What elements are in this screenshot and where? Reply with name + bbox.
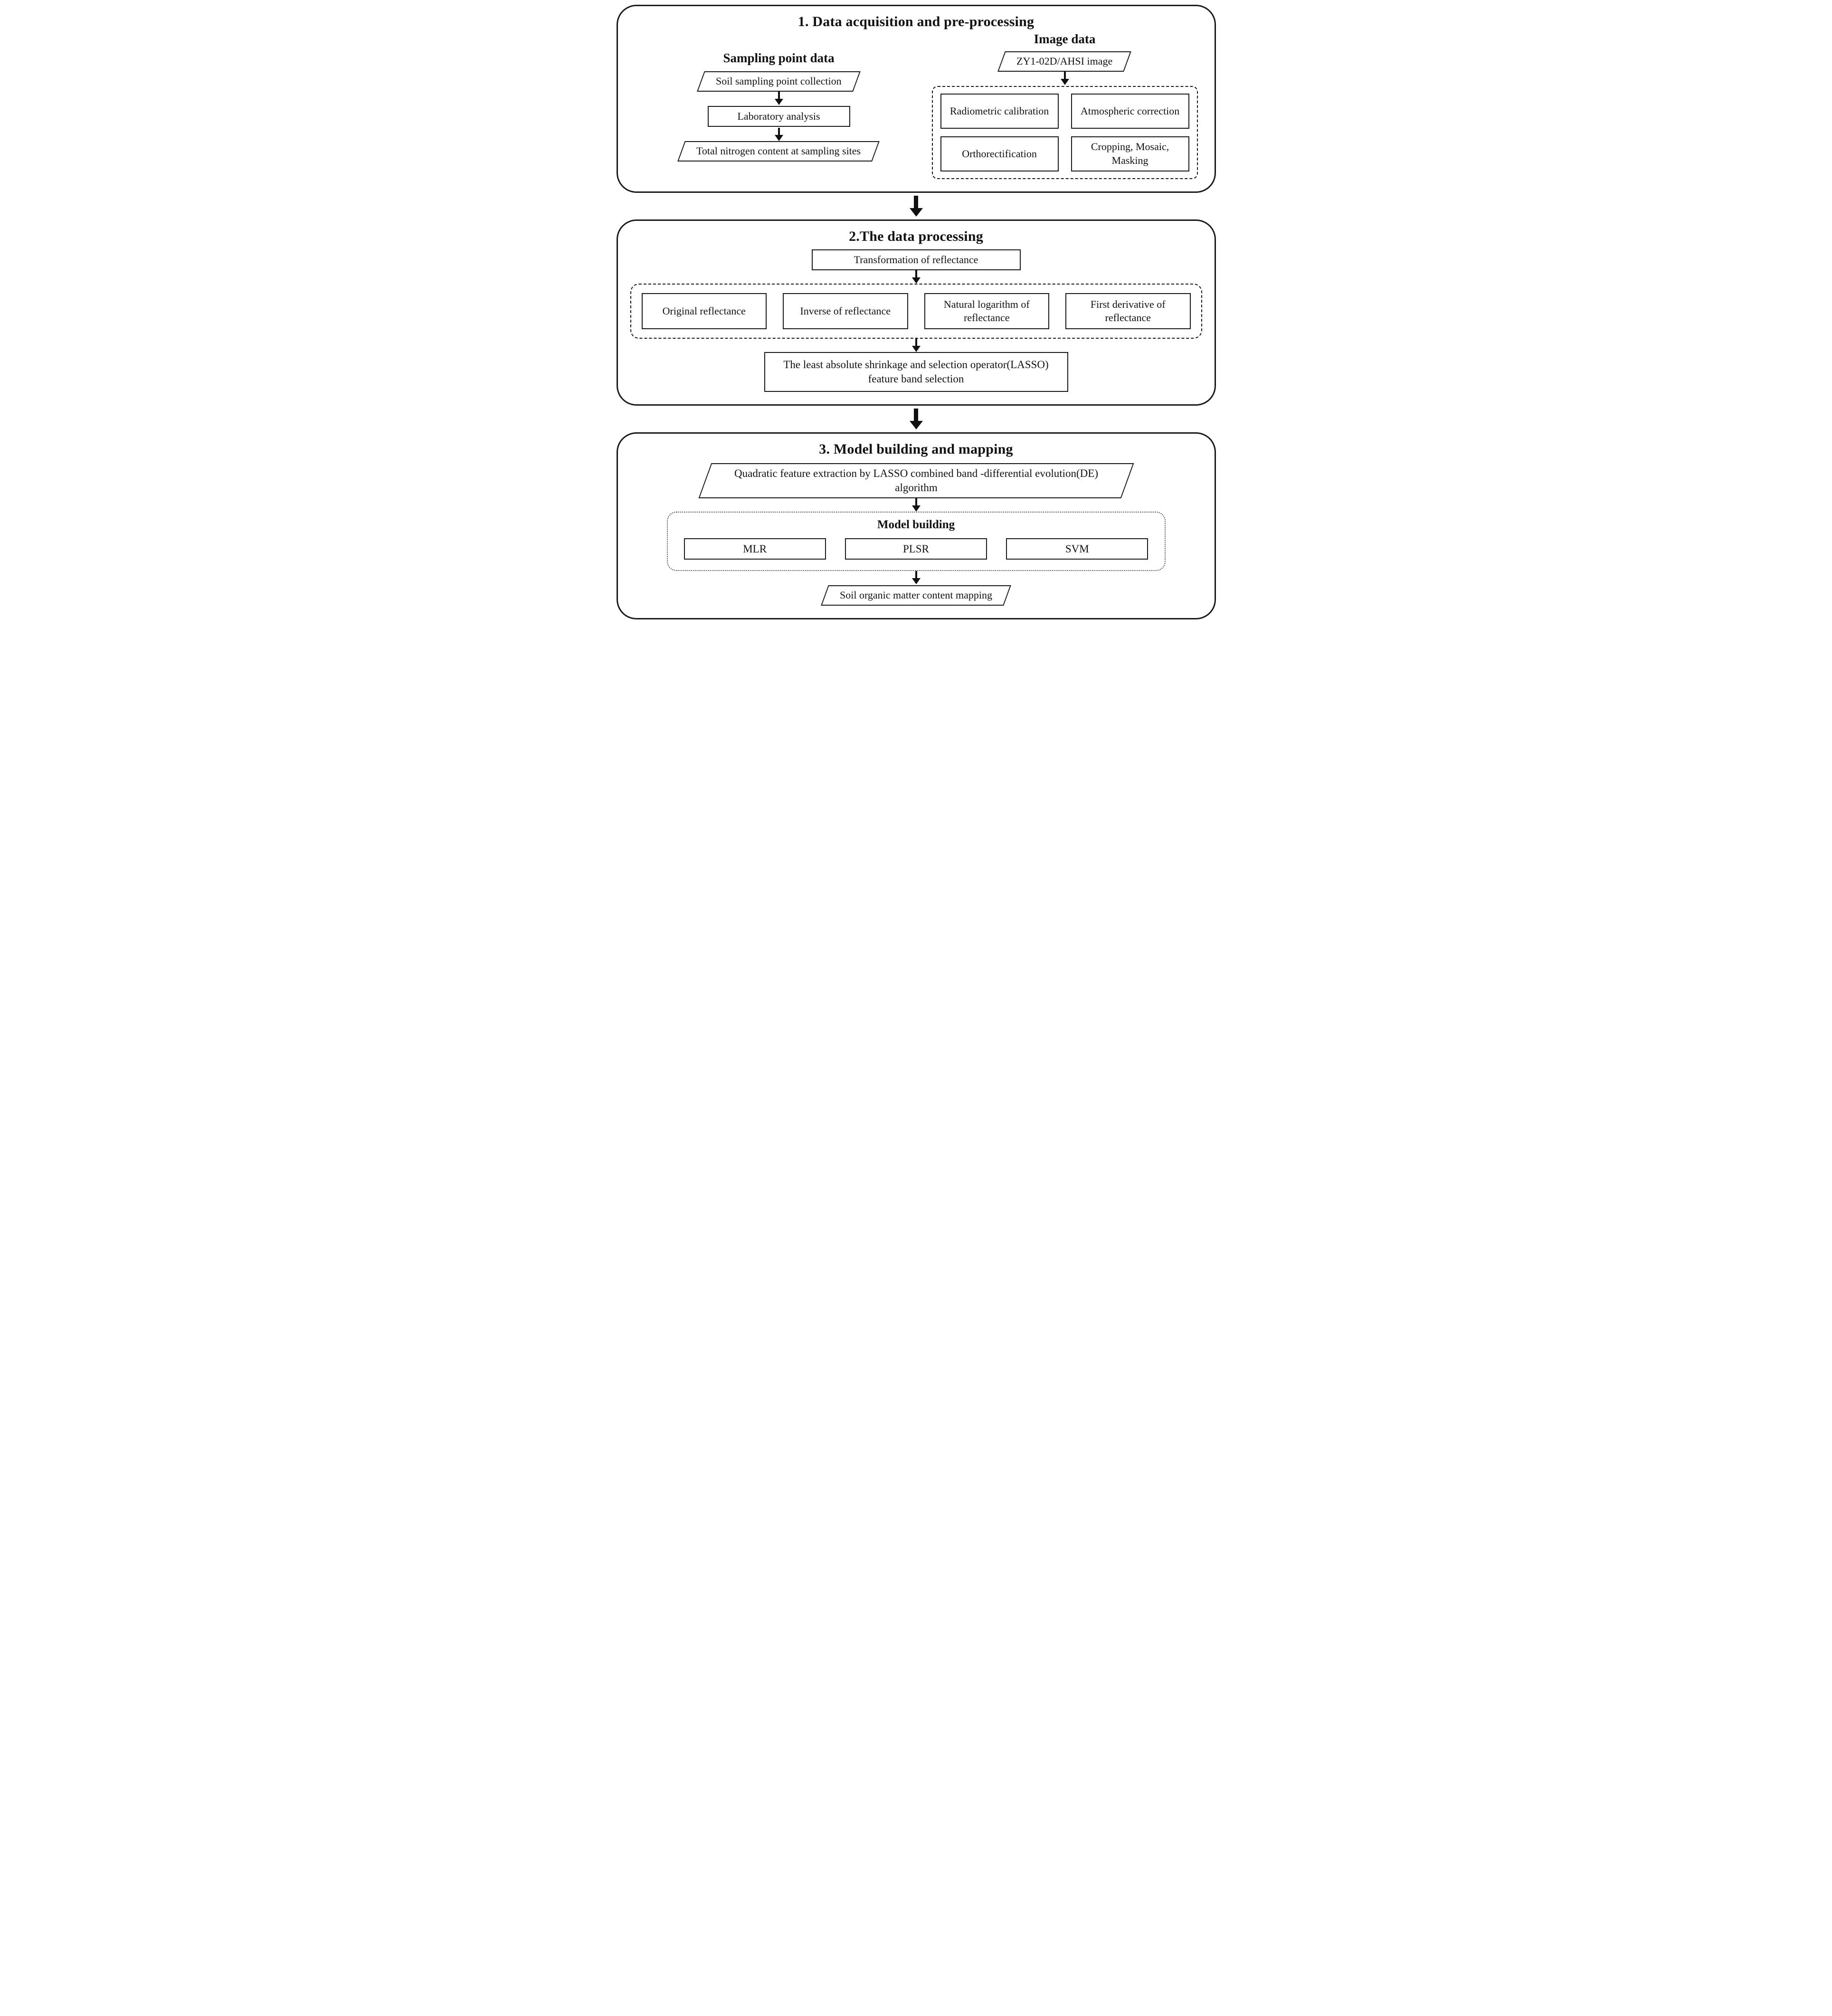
section-model-building-mapping bbox=[617, 432, 1216, 619]
arrow-down-icon bbox=[775, 92, 783, 105]
node-orthorectification bbox=[940, 136, 1059, 171]
node-natural-log-reflectance-label: Natural logarithm of reflectance bbox=[943, 298, 1030, 323]
section3-body bbox=[630, 459, 1202, 606]
section-data-processing bbox=[617, 219, 1216, 406]
image-data-column bbox=[928, 32, 1202, 179]
node-svm-label: SVM bbox=[1065, 542, 1089, 555]
big-arrow-down-icon bbox=[910, 409, 923, 429]
section-connector bbox=[617, 409, 1216, 429]
flowchart-page bbox=[611, 0, 1222, 627]
node-laboratory-analysis bbox=[708, 106, 850, 127]
node-inverse-of-reflectance bbox=[783, 293, 908, 329]
reflectance-transforms-group bbox=[630, 284, 1202, 339]
node-total-nitrogen bbox=[678, 141, 880, 162]
node-atmospheric-correction bbox=[1071, 94, 1189, 129]
node-atmospheric-correction-label: Atmospheric correction bbox=[1080, 105, 1180, 117]
arrow-down-icon bbox=[912, 571, 921, 584]
arrow-down-icon bbox=[912, 339, 921, 352]
big-arrow-down-icon bbox=[910, 196, 923, 217]
sampling-point-column bbox=[630, 32, 928, 161]
node-soil-sampling-collection-label: Soil sampling point collection bbox=[716, 75, 842, 87]
node-mlr bbox=[684, 538, 826, 560]
node-laboratory-analysis-label: Laboratory analysis bbox=[737, 110, 820, 122]
node-som-content-mapping bbox=[821, 585, 1011, 606]
section2-title: 2.The data processing bbox=[849, 228, 983, 244]
node-original-reflectance bbox=[642, 293, 767, 329]
node-som-content-mapping-label: Soil organic matter content mapping bbox=[840, 589, 992, 601]
node-plsr bbox=[845, 538, 987, 560]
node-transformation-of-reflectance-label: Transformation of reflectance bbox=[854, 253, 978, 266]
section1-columns bbox=[630, 32, 1202, 179]
section2-body bbox=[630, 247, 1202, 392]
node-svm bbox=[1006, 538, 1148, 560]
node-total-nitrogen-label: Total nitrogen content at sampling sites bbox=[696, 144, 861, 157]
model-building-heading: Model building bbox=[877, 518, 955, 531]
node-first-derivative-reflectance-label: First derivative of reflectance bbox=[1090, 298, 1166, 323]
node-transformation-of-reflectance bbox=[812, 249, 1021, 270]
node-original-reflectance-label: Original reflectance bbox=[662, 304, 746, 317]
node-cropping-mosaic-masking-label: Cropping, Mosaic, Masking bbox=[1091, 141, 1169, 166]
node-ahsi-image-label: ZY1-02D/AHSI image bbox=[1016, 55, 1113, 67]
model-building-group bbox=[667, 512, 1166, 571]
model-row bbox=[684, 538, 1149, 560]
arrow-down-icon bbox=[912, 270, 921, 284]
image-preprocessing-group bbox=[932, 86, 1198, 179]
arrow-down-icon bbox=[775, 128, 783, 141]
sampling-point-heading: Sampling point data bbox=[723, 51, 835, 65]
section-data-acquisition bbox=[617, 5, 1216, 193]
node-lasso-feature-band-selection-label: The least absolute shrinkage and selection operator(LASSO) feature band selection bbox=[783, 359, 1049, 385]
section1-title: 1. Data acquisition and pre-processing bbox=[797, 14, 1035, 29]
node-natural-log-reflectance bbox=[924, 293, 1050, 329]
node-lasso-feature-band-selection bbox=[764, 352, 1068, 392]
node-first-derivative-reflectance bbox=[1065, 293, 1191, 329]
node-soil-sampling-collection bbox=[697, 71, 860, 92]
node-radiometric-calibration-label: Radiometric calibration bbox=[949, 105, 1049, 117]
node-mlr-label: MLR bbox=[743, 542, 767, 555]
node-ahsi-image bbox=[998, 51, 1132, 72]
node-orthorectification-label: Orthorectification bbox=[962, 147, 1037, 160]
section3-title: 3. Model building and mapping bbox=[819, 441, 1013, 457]
node-plsr-label: PLSR bbox=[903, 542, 929, 555]
node-inverse-of-reflectance-label: Inverse of reflectance bbox=[800, 304, 891, 317]
node-radiometric-calibration bbox=[940, 94, 1059, 129]
arrow-down-icon bbox=[1061, 72, 1069, 85]
node-quadratic-feature-extraction-label: Quadratic feature extraction by LASSO combined band -differential evolution(DE) algorithm bbox=[734, 467, 1098, 494]
section-connector bbox=[617, 196, 1216, 217]
image-data-heading: Image data bbox=[1034, 32, 1096, 46]
node-quadratic-feature-extraction bbox=[698, 463, 1134, 498]
arrow-down-icon bbox=[912, 498, 921, 512]
node-cropping-mosaic-masking bbox=[1071, 136, 1189, 171]
